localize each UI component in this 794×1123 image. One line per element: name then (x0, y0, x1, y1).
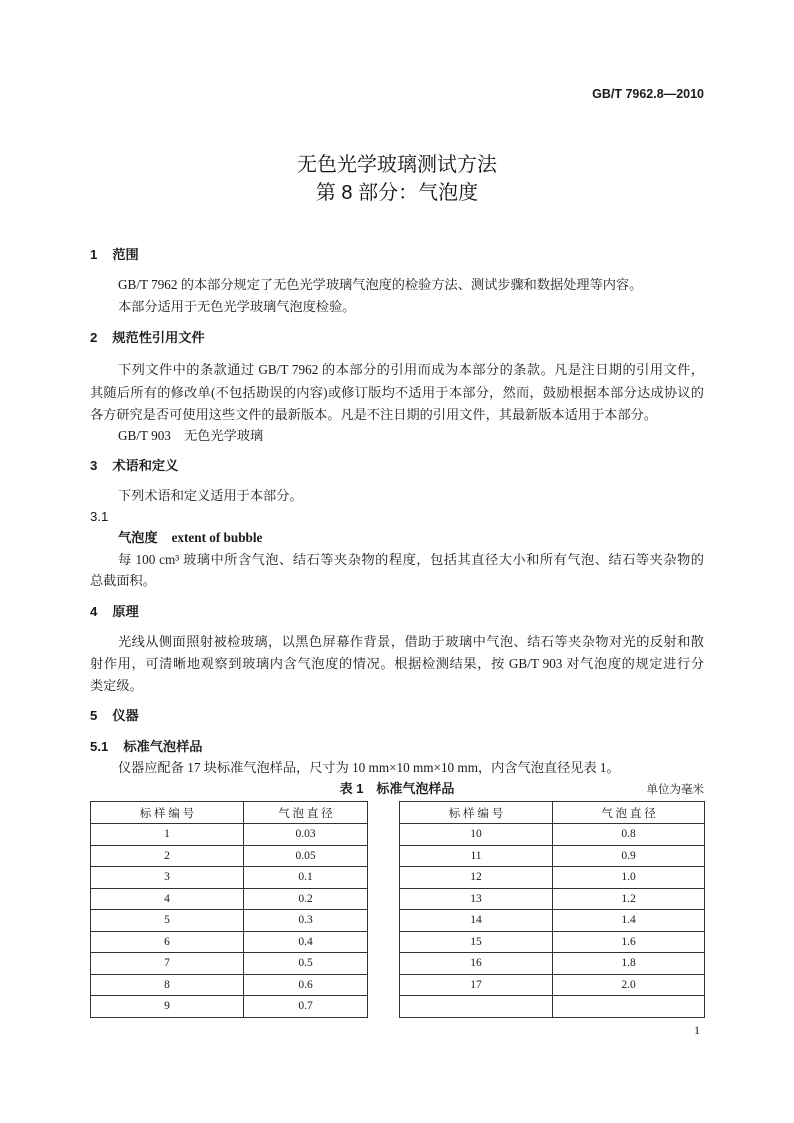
table-row (91, 974, 368, 996)
sample-number-cell: 3 (91, 867, 244, 889)
page-number: 1 (694, 1023, 700, 1037)
bubble-diameter-cell: 1.8 (553, 953, 705, 975)
table-left (90, 801, 368, 1018)
subsection-heading-standard-samples (90, 736, 202, 758)
bubble-diameter-cell: 0.03 (244, 824, 368, 846)
document-title: 无色光学玻璃测试方法 (297, 154, 497, 176)
section-heading-scope (90, 244, 139, 266)
reference-entry: GB/T 903 无色光学玻璃 (118, 428, 264, 443)
paragraph-line: 其随后所有的修改单(不包括勘误的内容)或修订版均不适用于本部分，然而，鼓励根据本部分达成协议的 (90, 385, 704, 400)
paragraph-line: GB/T 7962 的本部分规定了无色光学玻璃气泡度的检验方法、测试步骤和数据处理等内容。 (118, 277, 643, 292)
sample-number-cell: 11 (400, 845, 553, 867)
standard-code: GB/T 7962.8—2010 (592, 87, 704, 101)
paragraph-line: 光线从侧面照射被检玻璃，以黑色屏幕作背景，借助于玻璃中气泡、结石等夹杂物对光的反射和散 (118, 634, 704, 649)
sample-number-cell: 13 (400, 888, 553, 910)
sample-number-cell: 12 (400, 867, 553, 889)
table-caption: 表 1 标准气泡样品 (339, 781, 455, 796)
table-unit-note: 单位为毫米 (646, 784, 704, 796)
bubble-diameter-cell: 1.0 (553, 867, 705, 889)
table-row (400, 910, 705, 932)
sample-number-cell: 1 (91, 824, 244, 846)
table-row (91, 824, 368, 846)
table-header-row (91, 802, 368, 824)
bubble-diameter-cell: 1.4 (553, 910, 705, 932)
bubble-diameter-cell: 0.2 (244, 888, 368, 910)
sample-number-cell: 16 (400, 953, 553, 975)
paragraph-line: 类定级。 (90, 678, 143, 693)
bubble-diameter-cell: 1.2 (553, 888, 705, 910)
clause-number: 3.1 (90, 509, 109, 524)
definition-line: 每 100 cm³ 玻璃中所含气泡、结石等夹杂物的程度，包括其直径大小和所有气泡、结石等夹杂物的 (118, 552, 704, 567)
table-row (400, 867, 705, 889)
subsection-number: 5.1 (90, 739, 109, 754)
section-title: 原理 (112, 604, 139, 619)
table-row (400, 931, 705, 953)
sample-number-cell (400, 996, 553, 1018)
bubble-diameter-cell: 0.3 (244, 910, 368, 932)
section-title: 仪器 (112, 708, 139, 723)
table-row (91, 888, 368, 910)
table-row (400, 824, 705, 846)
section-number: 3 (90, 458, 98, 473)
section-heading-terms (90, 455, 178, 477)
table-row (91, 867, 368, 889)
section-number: 1 (90, 247, 98, 262)
section-title: 术语和定义 (112, 458, 179, 473)
table-row (400, 974, 705, 996)
bubble-diameter-cell: 2.0 (553, 974, 705, 996)
table-row (91, 845, 368, 867)
term-english: extent of bubble (171, 530, 263, 545)
table-row (91, 953, 368, 975)
header-bubble-diameter: 气 泡 直 径 (553, 802, 705, 824)
paragraph-line: 仪器应配备 17 块标准气泡样品，尺寸为 10 mm×10 mm×10 mm，内含气泡直径见表 1。 (118, 760, 620, 775)
bubble-diameter-cell: 0.9 (553, 845, 705, 867)
paragraph-line: 下列术语和定义适用于本部分。 (118, 488, 303, 503)
sample-number-cell: 4 (91, 888, 244, 910)
bubble-diameter-cell: 1.6 (553, 931, 705, 953)
section-heading-principle (90, 601, 139, 623)
section-heading-normative-references (90, 327, 205, 349)
table-right (399, 801, 705, 1018)
sample-number-cell: 17 (400, 974, 553, 996)
header-sample-number: 标 样 编 号 (400, 802, 553, 824)
paragraph-line: 本部分适用于无色光学玻璃气泡度检验。 (118, 299, 356, 314)
bubble-diameter-cell: 0.05 (244, 845, 368, 867)
sample-number-cell: 15 (400, 931, 553, 953)
header-sample-number: 标 样 编 号 (91, 802, 244, 824)
bubble-diameter-cell: 0.4 (244, 931, 368, 953)
bubble-diameter-cell: 0.8 (553, 824, 705, 846)
definition-line: 总截面积。 (90, 573, 156, 588)
bubble-diameter-cell: 0.6 (244, 974, 368, 996)
section-title: 范围 (112, 247, 139, 262)
table-row (91, 996, 368, 1018)
sample-number-cell: 14 (400, 910, 553, 932)
sample-number-cell: 8 (91, 974, 244, 996)
sample-number-cell: 9 (91, 996, 244, 1018)
bubble-diameter-cell (553, 996, 705, 1018)
section-number: 4 (90, 604, 98, 619)
table-row (400, 888, 705, 910)
term-chinese: 气泡度 (118, 530, 158, 545)
section-number: 5 (90, 708, 98, 723)
bubble-diameter-cell: 0.1 (244, 867, 368, 889)
paragraph-line: 下列文件中的条款通过 GB/T 7962 的本部分的引用而成为本部分的条款。凡是注日期的引用文件， (118, 362, 704, 377)
paragraph-line: 各方研究是否可使用这些文件的最新版本。凡是不注日期的引用文件，其最新版本适用于本部分。 (90, 407, 658, 422)
bubble-diameter-cell: 0.7 (244, 996, 368, 1018)
header-bubble-diameter: 气 泡 直 径 (244, 802, 368, 824)
document-subtitle: 第 8 部分：气泡度 (315, 182, 479, 204)
sample-number-cell: 2 (91, 845, 244, 867)
paragraph-line: 射作用，可清晰地观察到玻璃内含气泡度的情况。根据检测结果，按 GB/T 903 对气泡度的规定进行分 (90, 656, 704, 671)
table-row (400, 996, 705, 1018)
table-header-row (400, 802, 705, 824)
table-row (91, 931, 368, 953)
section-number: 2 (90, 330, 98, 345)
term-entry (118, 527, 704, 549)
section-title: 规范性引用文件 (112, 330, 205, 345)
sample-number-cell: 6 (91, 931, 244, 953)
table-row (400, 845, 705, 867)
sample-number-cell: 5 (91, 910, 244, 932)
table-row (91, 910, 368, 932)
section-heading-apparatus (90, 705, 139, 727)
table-row (400, 953, 705, 975)
sample-number-cell: 10 (400, 824, 553, 846)
bubble-diameter-cell: 0.5 (244, 953, 368, 975)
subsection-title: 标准气泡样品 (123, 739, 203, 754)
sample-number-cell: 7 (91, 953, 244, 975)
